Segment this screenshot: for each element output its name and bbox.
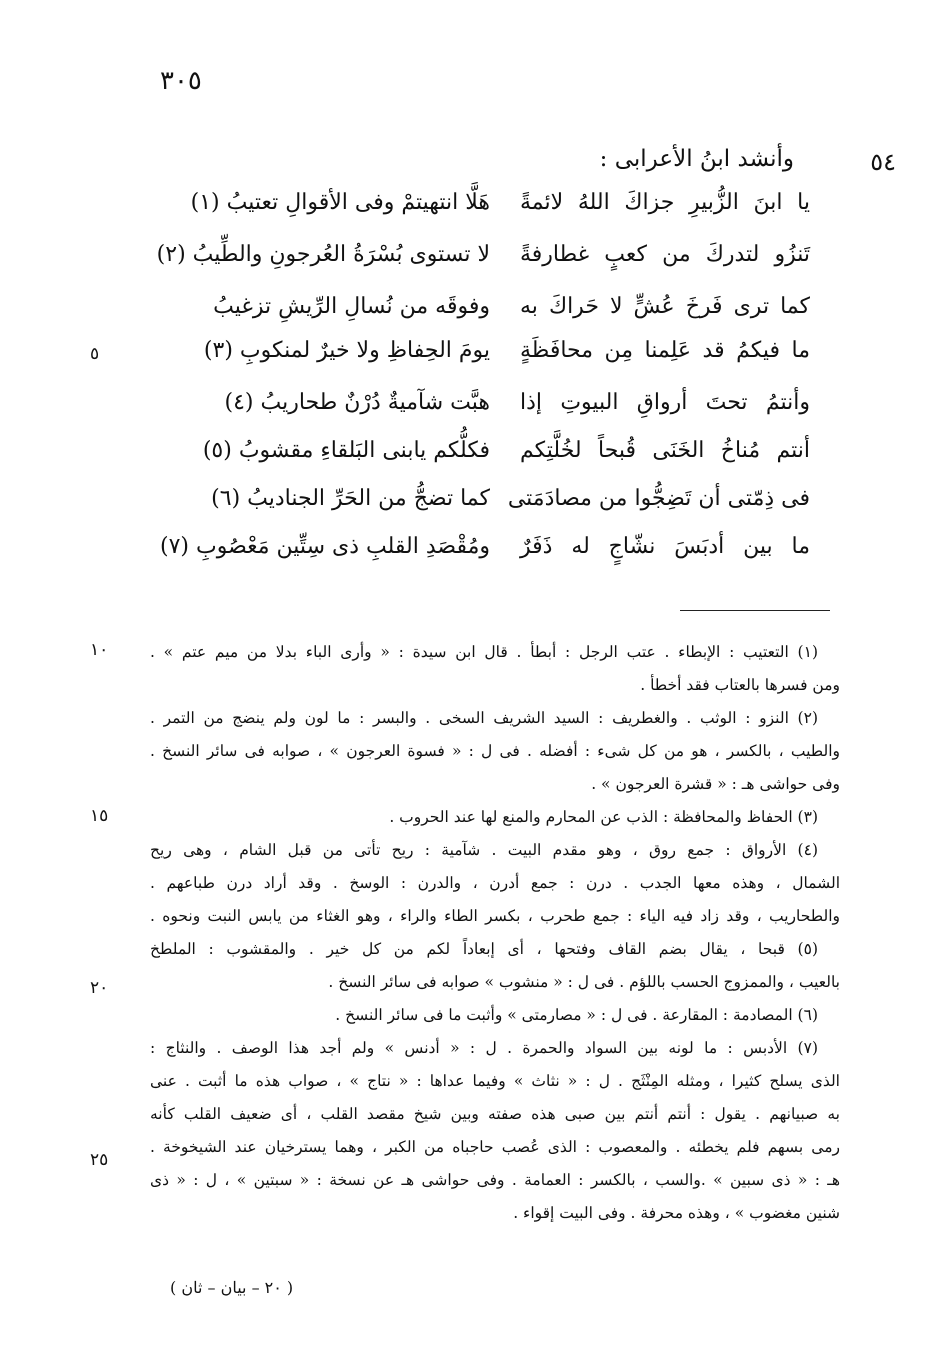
verse-first-hemistich: تَنزُو لتدركَ من كعبٍ غطارفةً xyxy=(520,242,810,267)
line-number-marker: ٥ xyxy=(90,344,100,364)
footnote-line: هـ : « ذى سبين » .والسب ، بالكسر : العمامة . وفى حواشى هـ عن نسخة : « سبتين » ، ل : « ذى xyxy=(150,1171,840,1189)
verse-first-hemistich: كما ترى فَرخَ عُشٍّ لا حَراكَ به xyxy=(520,294,810,319)
verse-first-hemistich: يا ابنَ الزُّبيرِ جزاكَ اللهُ لائمةً xyxy=(520,190,810,215)
footnote-line: (٥) قبحا ، يقال بضم القاف وفتحها ، أى إبعاداً لكم من كل خير . والمقشوب : الملطخ xyxy=(150,940,818,958)
verse-second-hemistich: يومَ الحِفاظِ ولا خيرٌ لمنكوبِ (٣) xyxy=(203,338,490,363)
verse xyxy=(150,190,810,230)
verse xyxy=(150,438,810,478)
footnote-line: والطحاريب ، وقد زاد فيه الياء : جمع طحرب ، بكسر الطاء والراء ، وهو الغثاء من يابس النبت ونحوه . xyxy=(150,907,840,925)
verse-second-hemistich: كما تضجُّ من الحَرِّ الجناديبُ (٦) xyxy=(211,486,490,511)
footnote-line: وفى حواشى هـ : « قشرة العرجون » . xyxy=(591,775,840,793)
printer-signature: ( ٢٠ – بيان – ثان ) xyxy=(170,1278,294,1297)
verse xyxy=(150,534,810,574)
verse xyxy=(150,486,810,526)
verse-first-hemistich: وأنتمُ تحتَ أرواقِ البيوتِ إذا xyxy=(520,390,810,415)
footnote-line: ومن فسرها بالعتاب فقد أخطأ . xyxy=(640,676,840,694)
footnotes xyxy=(150,636,840,1230)
verse-second-hemistich: فكلُّكم يابنى البَلقاءِ مقشوبُ (٥) xyxy=(202,438,490,463)
footnote-separator xyxy=(680,610,830,611)
poem-intro: وأنشد ابنُ الأعرابى : xyxy=(599,146,794,172)
verse-second-hemistich: هَلَّا انتهيتمْ وفى الأقوالِ تعتيبُ (١) xyxy=(190,190,490,215)
verse xyxy=(150,338,810,378)
line-number-marker: ١٥ xyxy=(90,806,109,826)
footnote-line: والطيب ، بالكسر ، هو من كل شىء : أفضله . فى ل : « فسوة العرجون » ، صوابه فى سائر النسخ . xyxy=(150,742,840,760)
footnote-line: (٦) المصادمة : المقارعة . فى ل : « مصارمتى » وأثبت ما فى سائر النسخ . xyxy=(335,1006,818,1024)
verse xyxy=(150,294,810,334)
verse xyxy=(150,390,810,430)
footnote-line: (١) التعتيب : الإبطاء . عتب الرجل : أبطأ . قال ابن سيدة : « وأرى الباء بدلا من ميم عتم » . xyxy=(150,643,818,661)
footnote-line: (٤) الأرواق : جمع روق ، وهو مقدم البيت . شآمية : ريح تأتى من قبل الشام ، وهى ريح xyxy=(150,841,818,859)
footnote-line: الذى يسلح كثيرا ، ومثله المِنْثَج . ل : « نثاث » وفيما عداها : « نتاج » ، صواب هذه ما أثبت . عنى xyxy=(150,1072,840,1090)
footnote-line: بالعيب ، والممزوج الحسب باللؤم . فى ل : « منشوب » صوابه فى سائر النسخ . xyxy=(328,973,840,991)
footnote-line: به صبيانهم . يقول : أنتم أنتم بين صبى هذه صفته وبين شيخ مقصد القلب ، أى ضعيف القلب كأنه xyxy=(150,1105,840,1123)
verse-first-hemistich: أنتم مُناخُ الخَنَى قُبحاً لخُلَّتِكم xyxy=(520,438,810,463)
verse-second-hemistich: ومُقْصَدِ القلبِ ذى سِتِّين مَعْصُوبِ (٧) xyxy=(160,534,490,559)
footnote-line: (٧) الأدبس : ما لونه بين السواد والحمرة . ل : « أدنس » ولم أجد هذا الوصف . والنثاج : xyxy=(150,1039,818,1057)
line-number-marker: ٢٥ xyxy=(90,1150,109,1170)
verse-second-hemistich: وفوقَه من نُسالِ الرِّيشِ تزغيبُ xyxy=(213,294,490,319)
footnote-line: (٣) الحفاظ والمحافظة : الذب عن المحارم والمنع لها عند الحروب . xyxy=(389,808,818,826)
entry-number: ٥٤ xyxy=(870,148,896,176)
verse-second-hemistich: هبَّت شآميةٌ دُرْنٌ طحاريبُ (٤) xyxy=(224,390,490,415)
line-number-marker: ١٠ xyxy=(90,640,109,660)
verse-first-hemistich: ما بين أدبَسَ نشّاجٍ له ذَفَرٌ xyxy=(520,534,810,559)
footnote-line: الشمال ، وهذه معها الجدب . درن : جمع أدرن ، والدرن : الوسخ . وقد أراد درن طباعهم . xyxy=(150,874,840,892)
footnote-line: (٢) النزو : الوثب . والغطريف : السيد الشريف السخى . والبسر : ما لون ولم ينضج من التمر . xyxy=(150,709,818,727)
verse-second-hemistich: لا تستوى بُسْرَةُ العُرجونِ والطِّيبُ (٢) xyxy=(156,242,490,267)
footnote-line: شنين مغضوب » ، وهذه محرفة . وفى البيت إقواء . xyxy=(513,1204,840,1222)
page-number: ٣٠٥ xyxy=(160,66,202,96)
footnote-line: رمى بسهم فلم يخطئه . والمعصوب : الذى عُصب حاجباه من الكبر ، وهما يسترخيان عند الشيخوخة . xyxy=(150,1138,840,1156)
verse-first-hemistich: ما فيكمُ قد عَلِمنا مِن محافَظَةٍ xyxy=(520,338,810,363)
verse-first-hemistich: فى ذِمّتى أن تَضِجُّوا من مصادَمَتى xyxy=(507,486,810,511)
verse xyxy=(150,242,810,282)
line-number-marker: ٢٠ xyxy=(90,978,109,998)
